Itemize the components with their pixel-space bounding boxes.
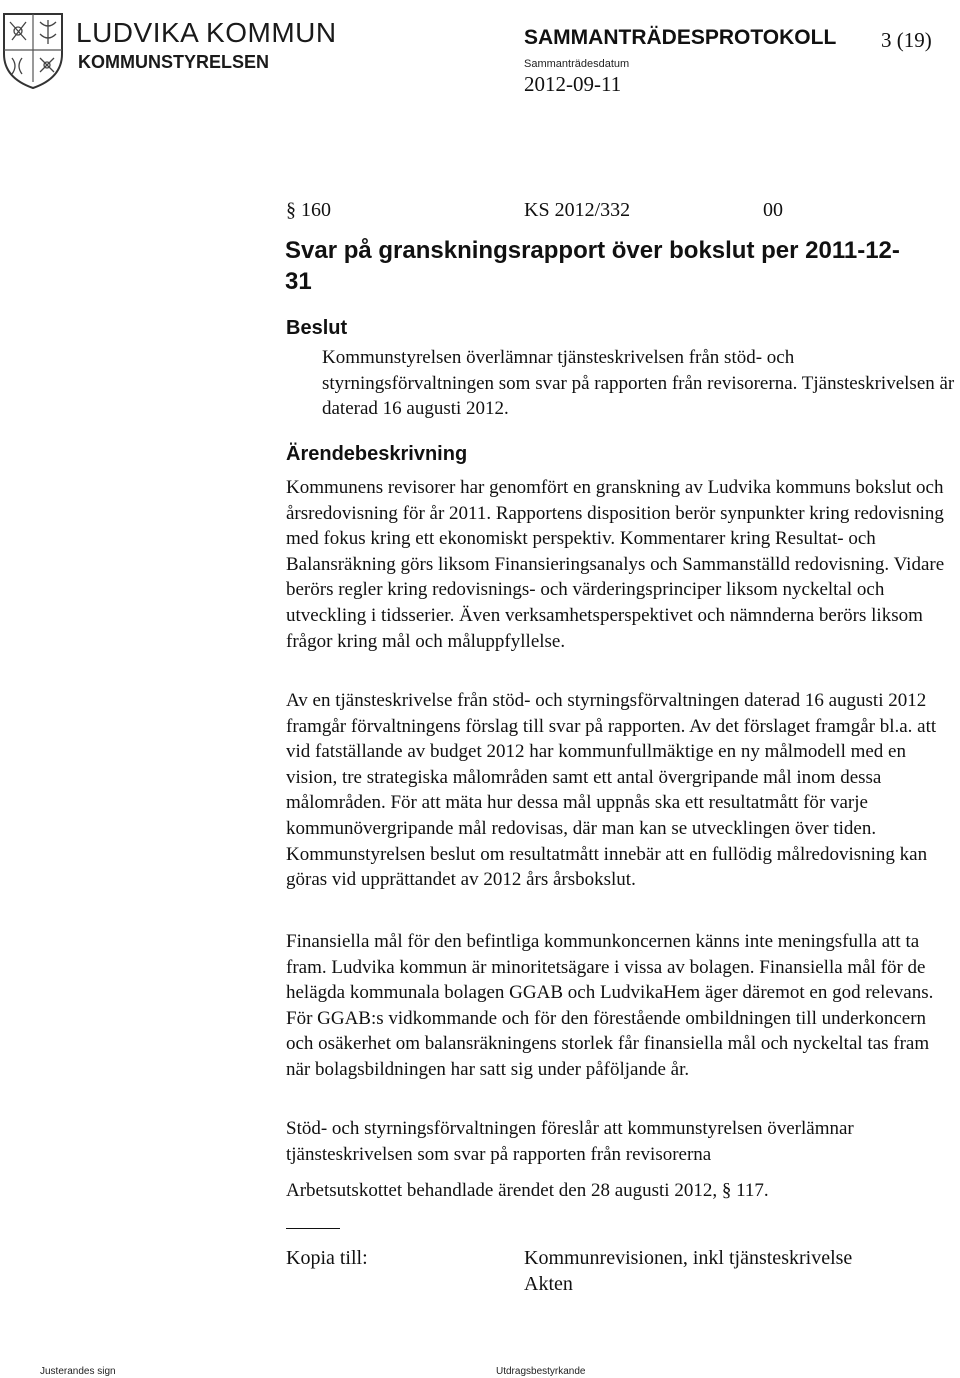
footer-signature-label: Justerandes sign <box>40 1366 116 1377</box>
arende-paragraph: Stöd- och styrningsförvaltningen föreslår att kommunstyrelsen överlämnar tjänsteskrivelsen som svar på rapporten från revisorerna <box>286 1118 854 1165</box>
case-heading: Svar på granskningsrapport över bokslut per 2011-12-31 <box>285 237 900 295</box>
org-unit: KOMMUNSTYRELSEN <box>78 52 270 72</box>
arende-heading: Ärendebeskrivning <box>286 443 468 465</box>
kopia-recipient: Akten <box>524 1273 573 1295</box>
coat-of-arms-icon <box>0 10 66 90</box>
divider <box>286 1228 340 1229</box>
kopia-label: Kopia till: <box>286 1247 368 1269</box>
case-number: KS 2012/332 <box>524 199 631 221</box>
org-name: LUDVIKA KOMMUN <box>76 17 337 48</box>
beslut-text: Kommunstyrelsen överlämnar tjänsteskrivelsen från stöd- och styrningsförvaltningen som svar på rapporten från revisorerna. Tjänsteskrivelsen är daterad 16 augusti 2012. <box>322 347 955 420</box>
case-paragraph-number: § 160 <box>286 199 331 221</box>
meeting-date: 2012-09-11 <box>524 72 622 96</box>
arende-paragraph: Arbetsutskottet behandlade ärendet den 28 augusti 2012, § 117. <box>286 1180 769 1201</box>
kopia-recipient: Kommunrevisionen, inkl tjänsteskrivelse <box>524 1247 853 1269</box>
beslut-heading: Beslut <box>286 317 348 339</box>
page-number: 3 (19) <box>881 28 932 52</box>
arende-paragraph: Kommunens revisorer har genomfört en granskning av Ludvika kommuns bokslut och årsredovisning för år 2011. Rapportens disposition berör synpunkter kring redovisning med fokus kring ett ekonomiskt perspektiv. Kommentarer kring Resultat- och Balansräkning görs liksom Finansieringsanalys och Sammanställd redovisning. Vidare berörs regler kring redovisnings- och värderingsprinciper liksom nyckeltal och utveckling i tidsserier. Även verksamhetsperspektivet och nämnderna berörs liksom frågor kring mål och måluppfyllelse. <box>286 477 945 652</box>
date-label: Sammanträdesdatum <box>524 58 630 70</box>
arende-paragraph: Finansiella mål för den befintliga kommunkoncernen känns inte meningsfulla att ta fram. Ludvika kommun är minoritetsägare i vissa av bolagen. Finansiella mål för de helägda kommunala bolagen GGAB och LudvikaHem äger däremot en god relevans. För GGAB:s vidkommande och för den förestående ombildningen till underkoncern och osäkerhet om balansräkningens storlek får finansiella mål och nyckeltal tas fram när bolagsbildningen har satt sig under påföljande år. <box>286 931 934 1080</box>
case-code: 00 <box>763 199 783 221</box>
document-title: SAMMANTRÄDESPROTOKOLL <box>524 26 837 49</box>
footer-certification-label: Utdragsbestyrkande <box>496 1366 586 1377</box>
arende-paragraph: Av en tjänsteskrivelse från stöd- och styrningsförvaltningen daterad 16 augusti 2012 framgår förvaltningens förslag till svar på rapporten. Av det förslaget framgår bl.a. att vid fatställande av budget 2012 har kommunfullmäktige en ny målmodell med en vision, tre strategiska målområden samt ett antal övergripande mål inom dessa målområden. För att mäta hur dessa mål uppnås ska ett resultatmått för varje kommunövergripande mål redovisas, där man kan se utvecklingen över tiden. Kommunstyrelsen beslut om resultatmått innebär att en fullödig målredovisning kan göras vid upprättandet av 2012 års årsbokslut. <box>286 690 937 891</box>
